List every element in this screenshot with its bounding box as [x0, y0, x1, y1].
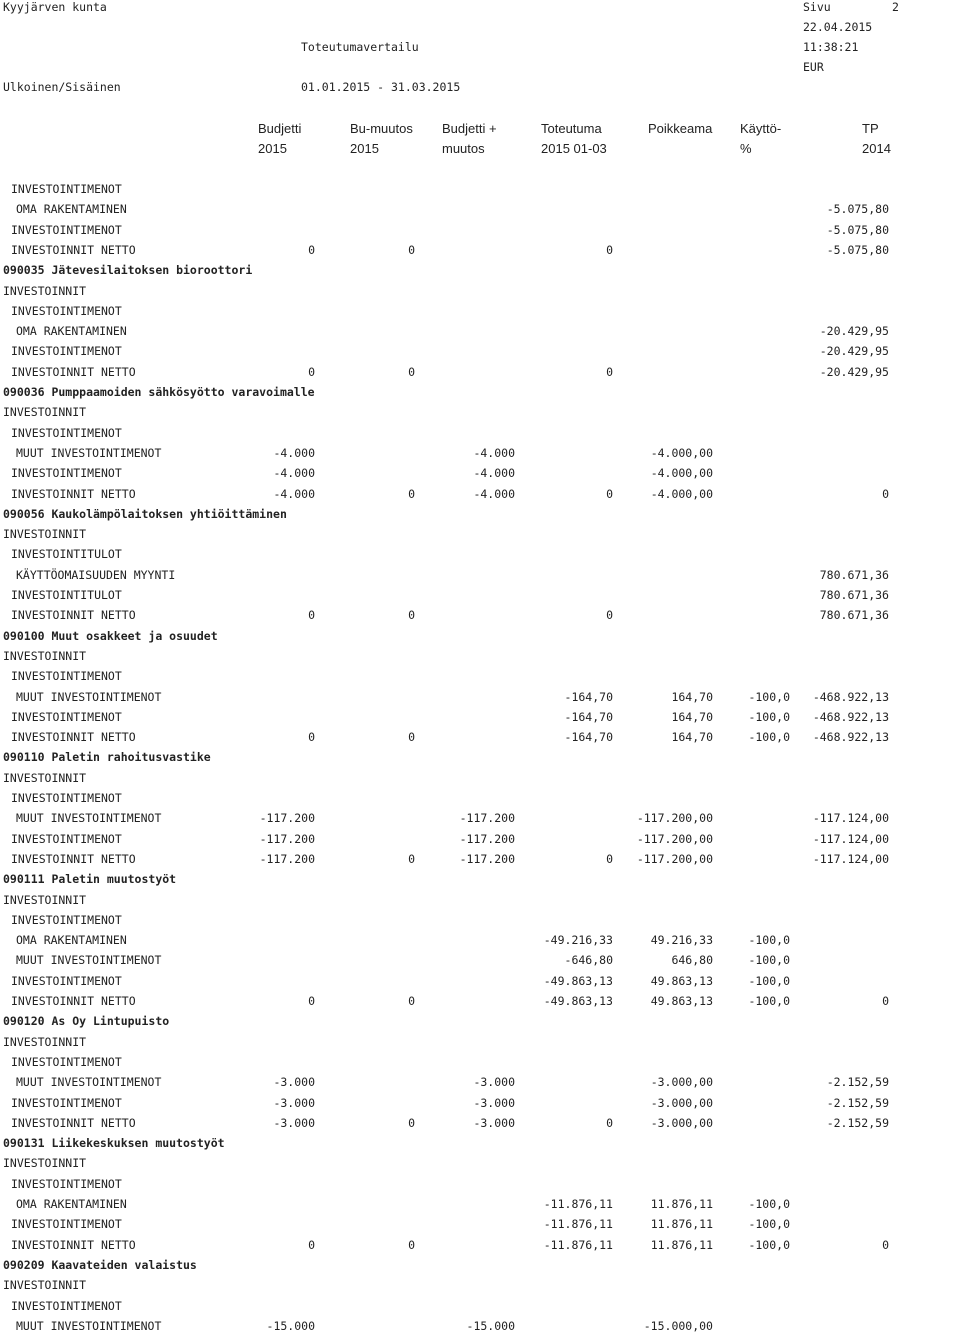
- table-row: [0, 605, 960, 625]
- cell-budget: -117.200: [259, 811, 315, 826]
- table-row: [0, 1235, 960, 1255]
- cell-tp-2014: 780.671,36: [819, 588, 889, 602]
- cell-actual: 0: [606, 1115, 613, 1130]
- row-label: 090120 As Oy Lintupuisto: [3, 1014, 170, 1029]
- row-label: INVESTOINNIT: [3, 1156, 87, 1171]
- cell-tp-2014: -468.922,13: [812, 709, 889, 724]
- row-label: INVESTOINNIT NETTO: [11, 242, 136, 257]
- project-row: [0, 260, 960, 280]
- table-row: [0, 565, 960, 585]
- row-label: INVESTOINTITULOT: [11, 547, 122, 562]
- table-row: [0, 808, 960, 828]
- cell-budget: 0: [308, 730, 315, 745]
- cell-budget-change: 0: [408, 486, 415, 501]
- cell-usage-pct: -100,0: [748, 1197, 790, 1211]
- cell-budget: -4.000: [273, 466, 315, 481]
- row-label: INVESTOINNIT: [3, 648, 87, 663]
- cell-deviation: 11.876,11: [650, 1197, 713, 1211]
- cell-budget-change: 0: [408, 242, 415, 257]
- cell-budget-change: 0: [408, 1237, 415, 1252]
- project-row: [0, 869, 960, 889]
- row-label: INVESTOINTIMENOT: [11, 831, 122, 846]
- cell-usage-pct: -100,0: [748, 730, 790, 745]
- row-label: INVESTOINTIMENOT: [11, 1054, 122, 1069]
- col-header-actual: Toteutuma: [541, 121, 602, 136]
- row-label: INVESTOINNIT NETTO: [11, 608, 136, 623]
- cell-usage-pct: -100,0: [748, 1237, 790, 1252]
- table-row: [0, 1214, 960, 1234]
- table-row: [0, 1194, 960, 1214]
- row-label: INVESTOINNIT NETTO: [11, 730, 136, 745]
- project-row: [0, 382, 960, 402]
- cell-budget-plus: -3.000: [473, 1095, 515, 1110]
- row-label: INVESTOINTIMENOT: [11, 303, 122, 318]
- cell-tp-2014: -117.124,00: [812, 811, 889, 826]
- row-label: MUUT INVESTOINTIMENOT: [16, 1318, 162, 1333]
- row-label: INVESTOINTIMENOT: [11, 182, 122, 196]
- cell-usage-pct: -100,0: [748, 933, 790, 948]
- table-row: [0, 829, 960, 849]
- cell-usage-pct: -100,0: [748, 689, 790, 704]
- report-scope: Ulkoinen/Sisäinen: [3, 80, 121, 94]
- row-label: INVESTOINNIT: [3, 1278, 87, 1293]
- row-label: 090209 Kaavateiden valaistus: [3, 1257, 197, 1272]
- cell-deviation: -3.000,00: [650, 1075, 713, 1090]
- table-row: [0, 341, 960, 361]
- cell-actual: -164,70: [564, 730, 613, 745]
- cell-actual: 0: [606, 242, 613, 257]
- cell-actual: -49.216,33: [543, 933, 613, 948]
- col-header-budget-plus: Budjetti +: [442, 121, 497, 136]
- table-row: [0, 423, 960, 443]
- cell-budget-change: 0: [408, 608, 415, 623]
- project-row: [0, 747, 960, 767]
- cell-actual: -11.876,11: [543, 1237, 613, 1252]
- cell-actual: -49.863,13: [543, 994, 613, 1008]
- row-label: MUUT INVESTOINTIMENOT: [16, 953, 162, 968]
- row-label: INVESTOINNIT: [3, 770, 87, 785]
- row-label: INVESTOINTIMENOT: [11, 669, 122, 684]
- row-label: MUUT INVESTOINTIMENOT: [16, 811, 162, 826]
- col-header-tp: TP: [862, 121, 879, 136]
- project-row: [0, 626, 960, 646]
- cell-budget: -3.000: [273, 1115, 315, 1130]
- table-row: [0, 585, 960, 605]
- table-row: [0, 463, 960, 483]
- col-header-budget: Budjetti: [258, 121, 302, 136]
- table-row: [0, 321, 960, 341]
- cell-budget: -3.000: [273, 1075, 315, 1090]
- table-row: [0, 402, 960, 422]
- cell-actual: 0: [606, 486, 613, 501]
- cell-tp-2014: -5.075,80: [826, 242, 889, 257]
- row-label: KÄYTTÖOMAISUUDEN MYYNTI: [16, 567, 176, 582]
- cell-usage-pct: -100,0: [748, 1217, 790, 1232]
- table-row: [0, 849, 960, 869]
- cell-budget: 0: [308, 242, 315, 257]
- cell-tp-2014: -2.152,59: [826, 1095, 889, 1110]
- cell-deviation: 164,70: [671, 709, 713, 724]
- project-row: [0, 1133, 960, 1153]
- cell-deviation: 49.216,33: [650, 933, 713, 948]
- cell-budget: -117.200: [259, 851, 315, 866]
- cell-usage-pct: -100,0: [748, 973, 790, 988]
- cell-budget-plus: -117.200: [459, 851, 515, 866]
- row-label: 090035 Jätevesilaitoksen bioroottori: [3, 263, 253, 278]
- cell-deviation: -4.000,00: [650, 445, 713, 460]
- cell-deviation: 11.876,11: [650, 1237, 713, 1252]
- cell-budget-plus: -4.000: [473, 486, 515, 501]
- table-row: [0, 240, 960, 260]
- project-row: [0, 1011, 960, 1031]
- row-label: 090110 Paletin rahoitusvastike: [3, 750, 211, 765]
- row-label: INVESTOINNIT NETTO: [11, 1115, 136, 1130]
- table-row: [0, 950, 960, 970]
- row-label: INVESTOINTIMENOT: [11, 1176, 122, 1191]
- cell-budget-change: 0: [408, 994, 415, 1008]
- project-row: [0, 504, 960, 524]
- table-row: [0, 179, 960, 199]
- row-label: INVESTOINTITULOT: [11, 588, 122, 602]
- row-label: 090111 Paletin muutostyöt: [3, 872, 177, 887]
- table-row: [0, 666, 960, 686]
- row-label: INVESTOINTIMENOT: [11, 791, 122, 805]
- table-row: [0, 443, 960, 463]
- row-label: INVESTOINNIT: [3, 405, 87, 420]
- report-date: 22.04.2015: [803, 20, 873, 34]
- cell-budget-plus: -15.000: [466, 1318, 515, 1333]
- row-label: INVESTOINTIMENOT: [11, 1217, 122, 1232]
- row-label: OMA RAKENTAMINEN: [16, 202, 127, 217]
- table-row: [0, 646, 960, 666]
- cell-deviation: -3.000,00: [650, 1115, 713, 1130]
- row-label: 090100 Muut osakkeet ja osuudet: [3, 628, 218, 643]
- col-header-usage-pct: %: [740, 141, 752, 156]
- row-label: OMA RAKENTAMINEN: [16, 933, 127, 948]
- table-row: [0, 484, 960, 504]
- table-row: [0, 1174, 960, 1194]
- cell-usage-pct: -100,0: [748, 994, 790, 1008]
- cell-tp-2014: -468.922,13: [812, 730, 889, 745]
- cell-usage-pct: -100,0: [748, 709, 790, 724]
- table-row: [0, 768, 960, 788]
- row-label: INVESTOINNIT: [3, 527, 87, 542]
- col-header-budget-plus-sub: muutos: [442, 141, 485, 156]
- cell-budget-change: 0: [408, 1115, 415, 1130]
- cell-tp-2014: -20.429,95: [819, 344, 889, 359]
- cell-actual: 0: [606, 364, 613, 379]
- table-row: [0, 362, 960, 382]
- cell-deviation: 11.876,11: [650, 1217, 713, 1232]
- table-row: [0, 971, 960, 991]
- col-header-actual-period: 2015 01-03: [541, 141, 607, 156]
- cell-tp-2014: -20.429,95: [819, 324, 889, 339]
- page-number: 2: [892, 0, 899, 14]
- cell-tp-2014: 0: [882, 994, 889, 1008]
- cell-tp-2014: -2.152,59: [826, 1115, 889, 1130]
- row-label: INVESTOINNIT: [3, 283, 87, 298]
- cell-deviation: -117.200,00: [636, 831, 713, 846]
- table-row: [0, 890, 960, 910]
- table-row: [0, 524, 960, 544]
- table-row: [0, 991, 960, 1011]
- row-label: INVESTOINNIT NETTO: [11, 486, 136, 501]
- row-label: INVESTOINTIMENOT: [11, 344, 122, 359]
- row-label: INVESTOINNIT: [3, 1034, 87, 1049]
- row-label: INVESTOINNIT NETTO: [11, 364, 136, 379]
- row-label: 090036 Pumppaamoiden sähkösyötto varavoimalle: [3, 385, 315, 399]
- cell-deviation: -4.000,00: [650, 466, 713, 481]
- cell-budget: -3.000: [273, 1095, 315, 1110]
- report-title: Toteutumavertailu: [301, 40, 419, 54]
- table-row: [0, 1052, 960, 1072]
- cell-deviation: -117.200,00: [636, 851, 713, 866]
- report-period: 01.01.2015 - 31.03.2015: [301, 80, 461, 94]
- table-row: [0, 220, 960, 240]
- row-label: OMA RAKENTAMINEN: [16, 1197, 127, 1211]
- row-label: OMA RAKENTAMINEN: [16, 324, 127, 339]
- table-row: [0, 687, 960, 707]
- cell-tp-2014: -20.429,95: [819, 364, 889, 379]
- cell-actual: -49.863,13: [543, 973, 613, 988]
- table-row: [0, 1113, 960, 1133]
- cell-actual: -11.876,11: [543, 1197, 613, 1211]
- row-label: 090056 Kaukolämpölaitoksen yhtiöittäminen: [3, 506, 287, 521]
- row-label: INVESTOINNIT NETTO: [11, 1237, 136, 1252]
- row-label: INVESTOINTIMENOT: [11, 973, 122, 988]
- table-row: [0, 1032, 960, 1052]
- cell-tp-2014: -2.152,59: [826, 1075, 889, 1090]
- cell-actual: 0: [606, 608, 613, 623]
- col-header-budget-year: 2015: [258, 141, 287, 156]
- cell-tp-2014: 0: [882, 1237, 889, 1252]
- table-row: [0, 1316, 960, 1336]
- page-label: Sivu: [803, 0, 831, 14]
- col-header-budget-change: Bu-muutos: [350, 121, 413, 136]
- table-row: [0, 1275, 960, 1295]
- cell-budget: -4.000: [273, 445, 315, 460]
- cell-deviation: 49.863,13: [650, 973, 713, 988]
- cell-budget-plus: -4.000: [473, 445, 515, 460]
- row-label: INVESTOINTIMENOT: [11, 466, 122, 481]
- cell-budget-plus: -117.200: [459, 831, 515, 846]
- table-row: [0, 281, 960, 301]
- row-label: INVESTOINNIT NETTO: [11, 994, 136, 1008]
- cell-tp-2014: -5.075,80: [826, 222, 889, 237]
- table-row: [0, 1072, 960, 1092]
- table-row: [0, 544, 960, 564]
- cell-usage-pct: -100,0: [748, 953, 790, 968]
- row-label: INVESTOINNIT: [3, 892, 87, 907]
- cell-tp-2014: 0: [882, 486, 889, 501]
- row-label: INVESTOINTIMENOT: [11, 709, 122, 724]
- project-row: [0, 1255, 960, 1275]
- cell-budget: -117.200: [259, 831, 315, 846]
- cell-budget: 0: [308, 994, 315, 1008]
- cell-budget: 0: [308, 364, 315, 379]
- report-time: 11:38:21: [803, 40, 859, 54]
- table-row: [0, 727, 960, 747]
- row-label: MUUT INVESTOINTIMENOT: [16, 1075, 162, 1090]
- table-row: [0, 788, 960, 808]
- currency: EUR: [803, 60, 824, 74]
- row-label: INVESTOINTIMENOT: [11, 425, 122, 440]
- cell-deviation: -117.200,00: [636, 811, 713, 826]
- cell-actual: -164,70: [564, 709, 613, 724]
- cell-budget-plus: -3.000: [473, 1115, 515, 1130]
- cell-budget-plus: -3.000: [473, 1075, 515, 1090]
- cell-deviation: -15.000,00: [643, 1318, 713, 1333]
- table-row: [0, 1153, 960, 1173]
- cell-deviation: -4.000,00: [650, 486, 713, 501]
- cell-tp-2014: -5.075,80: [826, 202, 889, 217]
- row-label: INVESTOINTIMENOT: [11, 1095, 122, 1110]
- cell-budget-change: 0: [408, 730, 415, 745]
- col-header-tp-year: 2014: [862, 141, 891, 156]
- cell-actual: -11.876,11: [543, 1217, 613, 1232]
- row-label: INVESTOINTIMENOT: [11, 1298, 122, 1313]
- table-row: [0, 910, 960, 930]
- cell-budget: -15.000: [266, 1318, 315, 1333]
- table-row: [0, 707, 960, 727]
- cell-actual: -164,70: [564, 689, 613, 704]
- row-label: MUUT INVESTOINTIMENOT: [16, 689, 162, 704]
- cell-tp-2014: -117.124,00: [812, 851, 889, 866]
- table-row: [0, 1296, 960, 1316]
- cell-actual: -646,80: [564, 953, 613, 968]
- row-label: INVESTOINTIMENOT: [11, 912, 122, 927]
- cell-deviation: 164,70: [671, 730, 713, 745]
- cell-actual: 0: [606, 851, 613, 866]
- cell-tp-2014: 780.671,36: [819, 608, 889, 623]
- cell-budget-change: 0: [408, 364, 415, 379]
- cell-budget: 0: [308, 1237, 315, 1252]
- cell-deviation: 164,70: [671, 689, 713, 704]
- row-label: 090131 Liikekeskuksen muutostyöt: [3, 1136, 225, 1151]
- cell-budget-change: 0: [408, 851, 415, 866]
- row-label: INVESTOINNIT NETTO: [11, 851, 136, 866]
- cell-budget: 0: [308, 608, 315, 623]
- cell-tp-2014: -468.922,13: [812, 689, 889, 704]
- cell-deviation: -3.000,00: [650, 1095, 713, 1110]
- cell-budget-plus: -4.000: [473, 466, 515, 481]
- cell-deviation: 49.863,13: [650, 994, 713, 1008]
- table-row: [0, 1093, 960, 1113]
- cell-budget-plus: -117.200: [459, 811, 515, 826]
- cell-tp-2014: -117.124,00: [812, 831, 889, 846]
- row-label: INVESTOINTIMENOT: [11, 222, 122, 237]
- table-row: [0, 301, 960, 321]
- col-header-budget-change-year: 2015: [350, 141, 379, 156]
- org-name: Kyyjärven kunta: [3, 0, 107, 14]
- col-header-deviation: Poikkeama: [648, 121, 713, 136]
- cell-tp-2014: 780.671,36: [819, 567, 889, 582]
- cell-budget: -4.000: [273, 486, 315, 501]
- col-header-usage: Käyttö-: [740, 121, 782, 136]
- table-row: [0, 199, 960, 219]
- table-row: [0, 930, 960, 950]
- row-label: MUUT INVESTOINTIMENOT: [16, 445, 162, 460]
- cell-deviation: 646,80: [671, 953, 713, 968]
